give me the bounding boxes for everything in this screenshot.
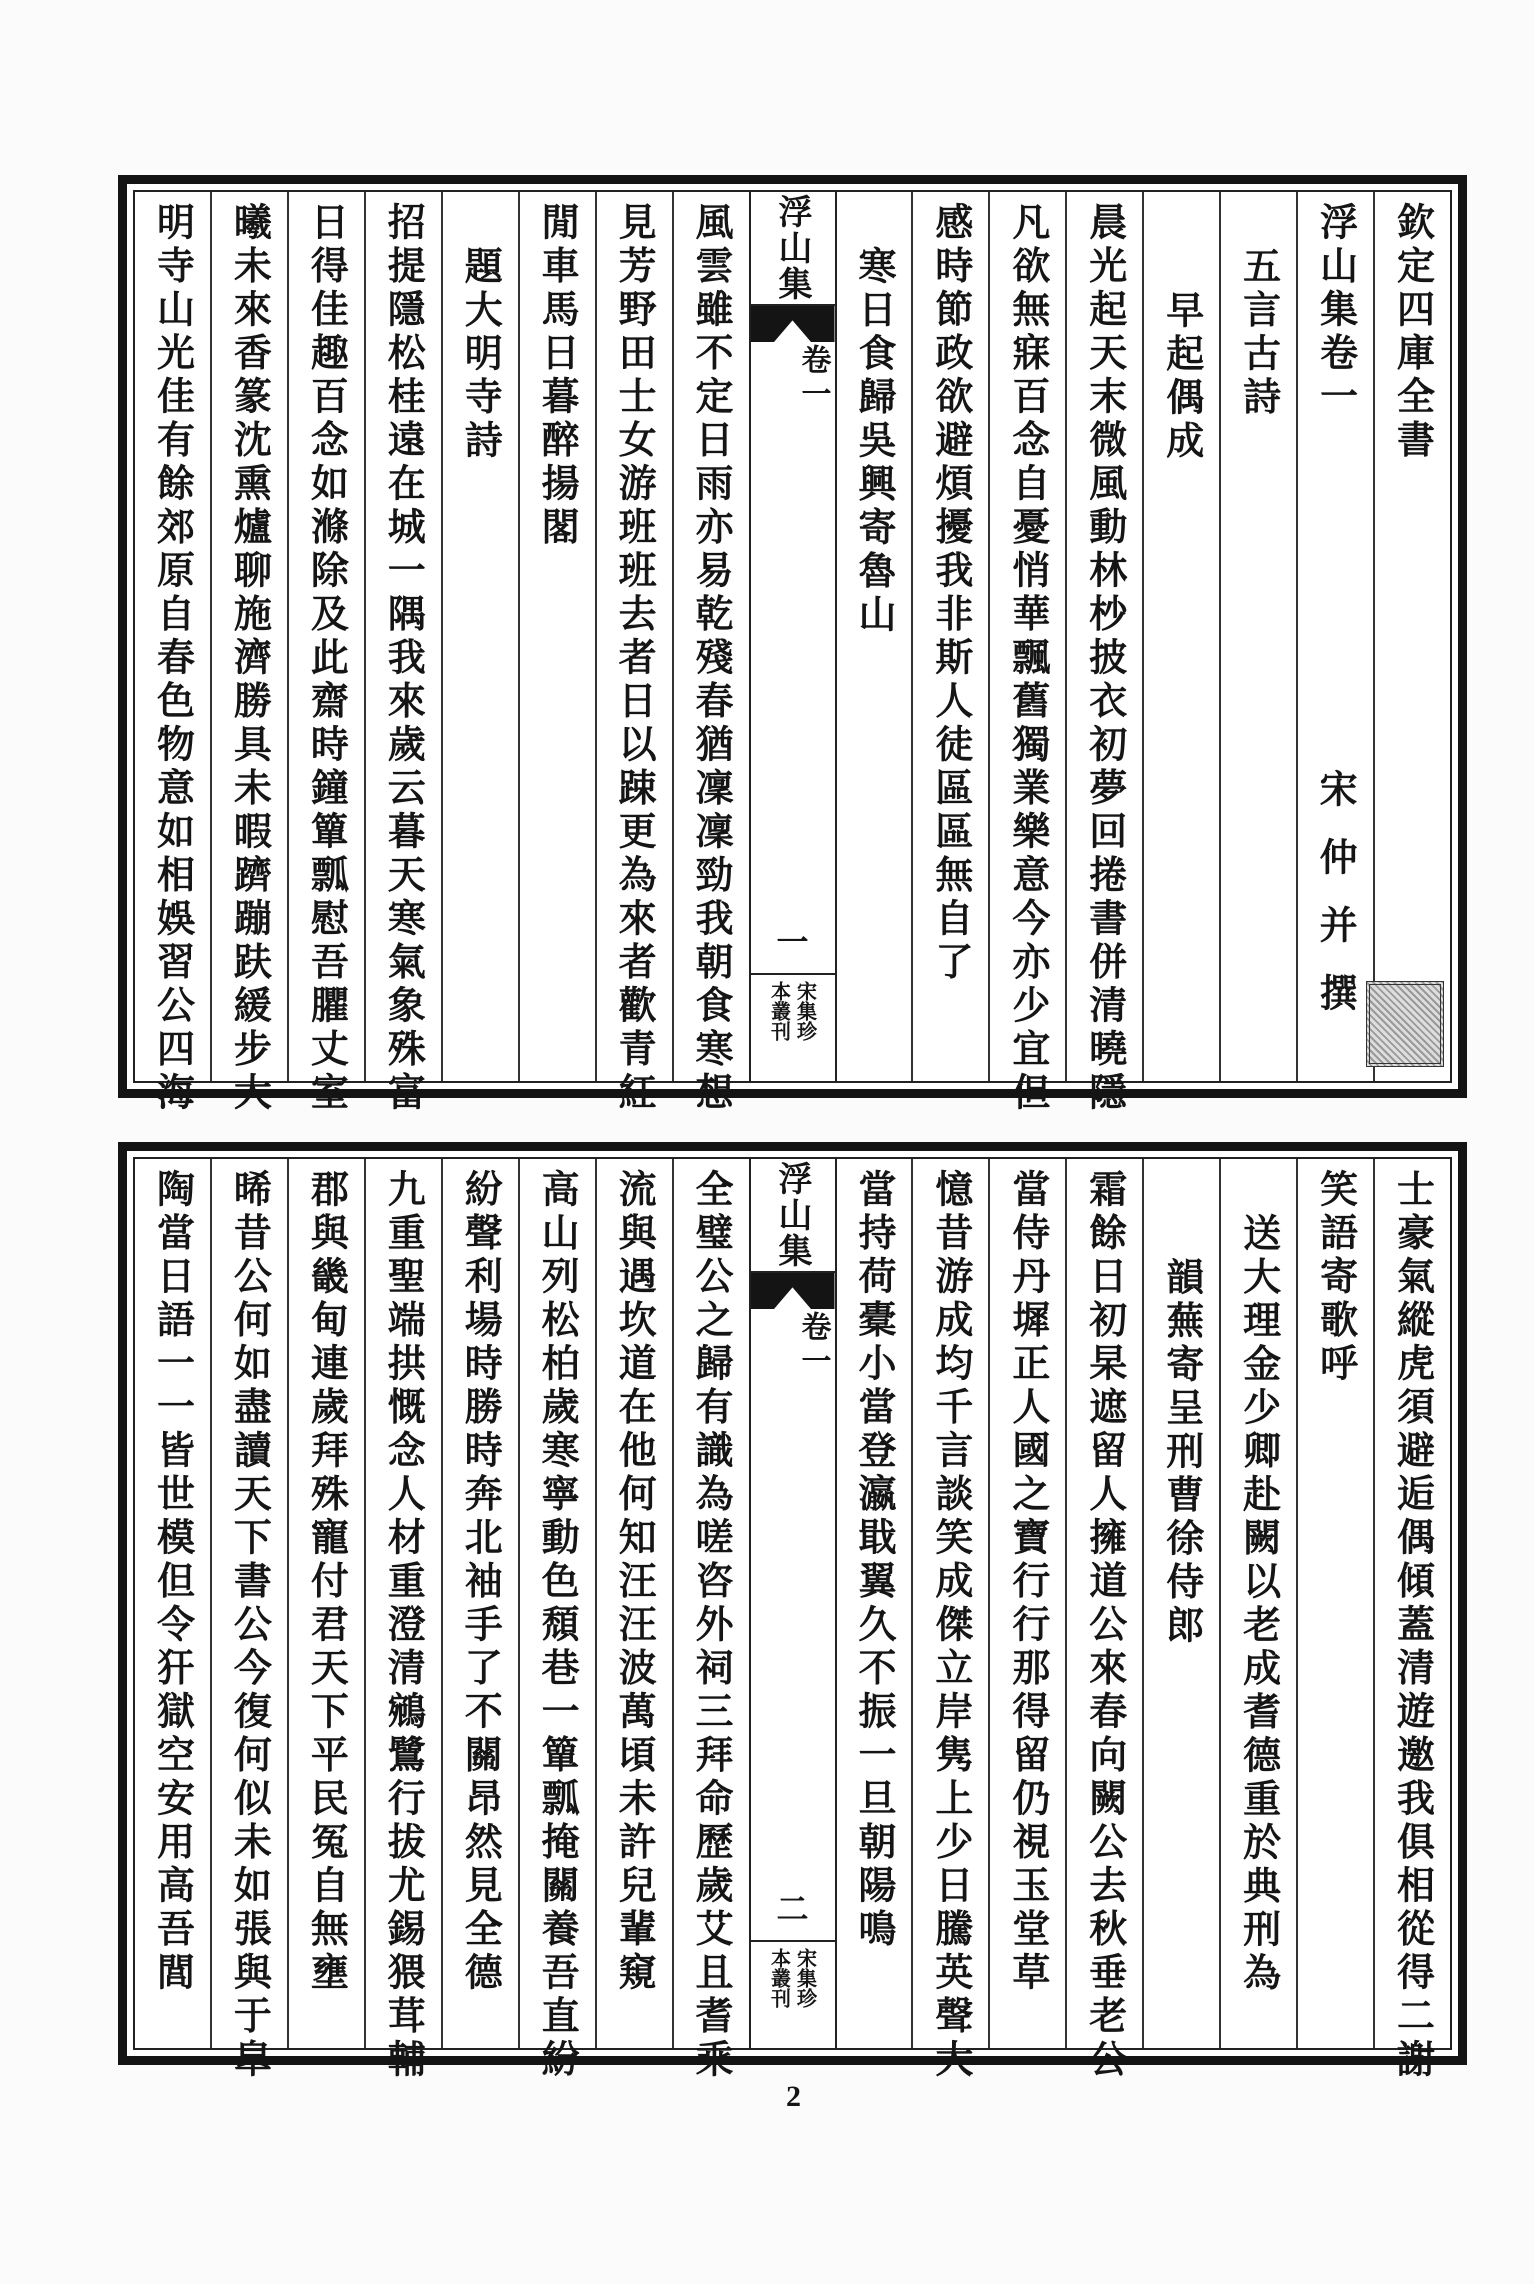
folio-number: 二 [776, 1890, 809, 1928]
text-column [441, 1159, 518, 2048]
text-column [364, 1159, 441, 2083]
text-column [672, 1159, 749, 2083]
text-column [1373, 192, 1450, 1081]
column-text: 明寺山光佳有餘郊原自春色物意如相娛習公四海 [150, 202, 196, 1116]
text-column [1373, 1159, 1450, 2083]
column-text: 郡與畿甸連歲拜殊寵付君天下平民冤自無壅 [304, 1169, 350, 1996]
column-text: 當侍丹墀正人國之寶行行那得留仍視玉堂草 [1005, 1169, 1051, 1996]
column-text: 晞昔公何如盡讀天下書公今復何似未如張與于皐 [227, 1169, 273, 2083]
column-text: 士豪氣縱虎須避逅偶傾蓋清遊邀我俱相從得二謝 [1390, 1169, 1436, 2083]
column-text: 笑語寄歌呼 [1313, 1169, 1359, 1387]
series-label-b: 本叢刊 [767, 1948, 792, 2008]
column-text: 欽定四庫全書 [1390, 202, 1436, 463]
text-column [1219, 192, 1296, 1081]
column-text: 九重聖端拱慨念人材重澄清鵷鷺行拔尤錫猥茸輔 [381, 1169, 427, 2083]
text-column [1065, 1159, 1142, 2083]
column-text: 浮山集卷一 [1313, 202, 1359, 420]
column-text: 閒車馬日暮醉揚閣 [535, 202, 581, 550]
text-column [911, 192, 988, 1081]
column-text: 流與遇坎道在他何知汪汪波萬頃未許兒輩窺 [612, 1169, 658, 1996]
book-title: 浮山集 [751, 192, 835, 306]
column-text: 送大理金少卿赴闕以老成耆德重於典刑為 [1236, 1213, 1282, 1996]
column-text: 感時節政欲避煩擾我非斯人徒區區無自了 [928, 202, 974, 985]
center-fold-banxin [749, 192, 837, 1081]
column-text: 紛聲利場時勝時奔北袖手了不關昂然見全德 [458, 1169, 504, 1996]
text-column [210, 192, 287, 1116]
text-column [1142, 192, 1219, 1081]
text-column [518, 192, 595, 1081]
column-text: 見芳野田士女游班班去者日以踈更為來者歡青紅 [612, 202, 658, 1116]
folio-number: 一 [776, 923, 809, 961]
series-label [751, 973, 835, 1081]
right-half-page [837, 1159, 1451, 2083]
column-text: 五言古詩 [1236, 246, 1282, 420]
column-text: 日得佳趣百念如滌除及此齋時鐘簞瓢慰吾臞丈室 [304, 202, 350, 1116]
column-text: 陶當日語一一皆世模但令犴獄空安用高吾閭 [150, 1169, 196, 1996]
series-label [751, 1940, 835, 2048]
text-column [287, 1159, 364, 2048]
series-label-b: 本叢刊 [767, 981, 792, 1041]
page-number: 2 [786, 2080, 801, 2113]
column-text: 凡欲無寐百念自憂悄華飄舊獨業樂意今亦少宜但 [1005, 202, 1051, 1116]
text-column [1065, 192, 1142, 1116]
column-text: 題大明寺詩 [458, 246, 504, 464]
text-column [595, 192, 672, 1116]
fishtail-mark [751, 306, 835, 342]
column-text: 晨光起天末微風動林杪披衣初夢回捲書併清曉隱 [1082, 202, 1128, 1116]
center-fold-banxin [749, 1159, 837, 2048]
library-seal-stamp [1366, 981, 1444, 1067]
text-column [441, 192, 518, 1081]
text-column [135, 192, 210, 1116]
book-title: 浮山集 [751, 1159, 835, 1273]
column-text: 韻蕪寄呈刑曹徐侍郎 [1159, 1257, 1205, 1649]
text-column [988, 192, 1065, 1116]
text-column [210, 1159, 287, 2083]
column-text: 高山列松柏歲寒寧動色頹巷一簞瓢掩關養吾直紛 [535, 1169, 581, 2083]
text-column [364, 192, 441, 1116]
column-text: 當持荷橐小當登瀛戢翼久不振一旦朝陽鳴 [851, 1169, 897, 1952]
text-column [672, 192, 749, 1116]
text-column [1296, 192, 1373, 1081]
text-column [595, 1159, 672, 2048]
book-page-panel-bottom [118, 1142, 1467, 2083]
column-text: 全璧公之歸有識為嗟咨外祠三拜命歷歲艾且耆乘 [689, 1169, 735, 2083]
left-half-page [135, 1159, 749, 2083]
column-text: 曦未來香篆沈熏爐聊施濟勝具未暇躋蹦趺緩步大 [227, 202, 273, 1116]
text-column [135, 1159, 210, 2048]
volume-label: 卷一 [795, 344, 831, 412]
text-column [287, 192, 364, 1116]
series-label-a: 宋集珍 [793, 981, 818, 1041]
text-column [988, 1159, 1065, 2048]
text-column [837, 192, 912, 1081]
column-text: 風雲雖不定日雨亦易乾殘春猶凜凜勁我朝食寒想 [689, 202, 735, 1116]
text-column [837, 1159, 912, 2048]
book-page-panel-top [118, 175, 1467, 1116]
column-text: 憶昔游成均千言談笑成傑立岸隽上少日騰英聲大 [928, 1169, 974, 2083]
text-column [911, 1159, 988, 2083]
right-half-page [837, 192, 1451, 1116]
column-text: 寒日食歸吳興寄魯山 [851, 246, 897, 638]
text-column [1296, 1159, 1373, 2048]
text-column [1219, 1159, 1296, 2048]
series-label-a: 宋集珍 [793, 1948, 818, 2008]
column-text: 招提隱松桂遠在城一隅我來歲云暮天寒氣象殊富 [381, 202, 427, 1116]
column-text: 早起偶成 [1159, 290, 1205, 464]
volume-label: 卷一 [795, 1311, 831, 1379]
left-half-page [135, 192, 749, 1116]
text-column [1142, 1159, 1219, 2048]
author-line: 宋仲并撰 [1313, 769, 1359, 1041]
text-column [518, 1159, 595, 2083]
fishtail-mark [751, 1273, 835, 1309]
column-text: 霜餘日初杲遮留人擁道公來春向闕公去秋垂老公 [1082, 1169, 1128, 2083]
